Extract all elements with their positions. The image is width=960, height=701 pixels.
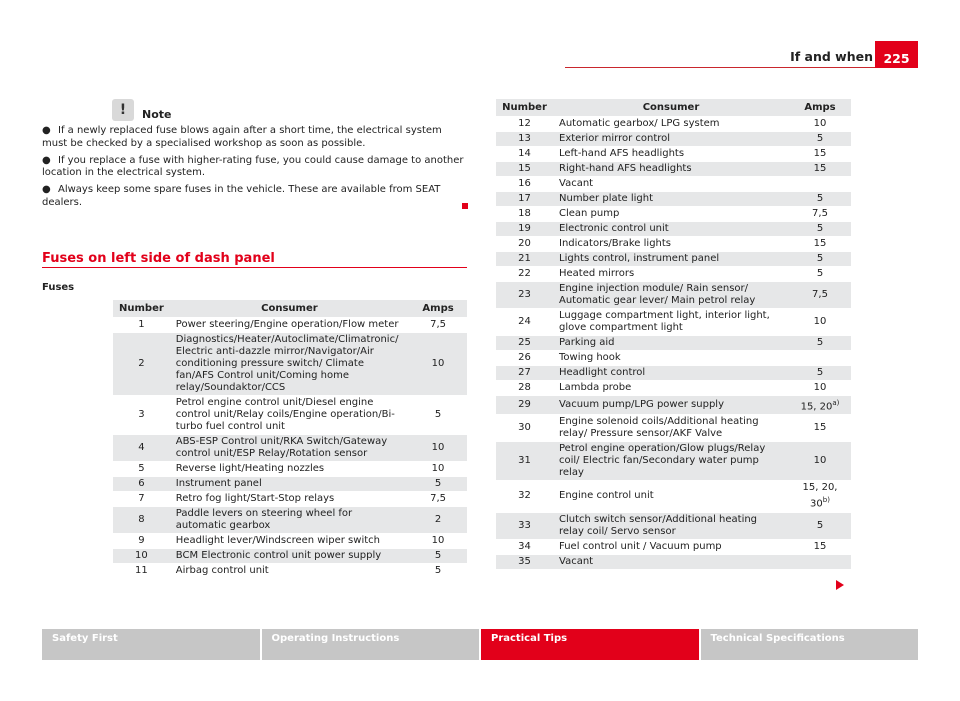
fuse-consumer: Luggage compartment light, interior light, glove compartment light: [553, 309, 789, 336]
fuse-amps: 5: [789, 512, 851, 539]
table-row: [496, 442, 851, 481]
table-row: [113, 462, 467, 477]
table-row: [113, 318, 467, 333]
table-row: [496, 554, 851, 569]
table-header-row: [113, 300, 467, 318]
table-row: [496, 512, 851, 539]
fuse-amps: 15: [789, 162, 851, 177]
table-row: [496, 267, 851, 282]
fuse-consumer: BCM Electronic control unit power supply: [170, 549, 409, 564]
fuse-amps: 10: [409, 462, 467, 477]
fuse-amps: 15: [789, 147, 851, 162]
footer-tab-safety-first[interactable]: Safety First: [42, 629, 260, 660]
fuse-number: 14: [496, 147, 553, 162]
fuse-amps: 10: [789, 309, 851, 336]
fuse-amps: [789, 554, 851, 569]
fuse-amps: 7,5: [409, 492, 467, 507]
fuse-number: 34: [496, 539, 553, 554]
fuse-amps: 7,5: [789, 207, 851, 222]
table-row: [496, 192, 851, 207]
fuse-number: 19: [496, 222, 553, 237]
fuse-number: 12: [496, 117, 553, 132]
note-icon: !: [112, 99, 134, 121]
fuse-amps: 5: [409, 549, 467, 564]
header-rule: [565, 67, 875, 68]
col-amps-header: Amps: [789, 99, 851, 117]
fuse-number: 20: [496, 237, 553, 252]
fuse-consumer: Instrument panel: [170, 477, 409, 492]
fuse-number: 35: [496, 554, 553, 569]
table-row: [496, 539, 851, 554]
fuse-amps: 5: [789, 132, 851, 147]
table-row: [496, 237, 851, 252]
fuse-table-left: [113, 300, 467, 579]
table-row: [496, 351, 851, 366]
fuse-amps: 5: [409, 396, 467, 435]
table-row: [113, 477, 467, 492]
continue-arrow-icon: [836, 580, 844, 590]
table-row: [113, 396, 467, 435]
fuse-consumer: Clean pump: [553, 207, 789, 222]
fuse-amps: 15: [789, 539, 851, 554]
fuse-number: 25: [496, 336, 553, 351]
fuse-amps: 10: [789, 117, 851, 132]
fuse-amps: 5: [789, 222, 851, 237]
table-row: [496, 147, 851, 162]
table-row: [496, 282, 851, 309]
fuse-table-right: [496, 99, 851, 570]
fuse-number: 24: [496, 309, 553, 336]
fuse-number: 2: [113, 333, 170, 396]
section-end-square-icon: [462, 203, 468, 209]
fuse-number: 9: [113, 534, 170, 549]
table-row: [496, 381, 851, 396]
fuse-amps: 5: [789, 192, 851, 207]
fuse-number: 8: [113, 507, 170, 534]
fuse-consumer: Left-hand AFS headlights: [553, 147, 789, 162]
fuse-amps: 5: [409, 477, 467, 492]
fuse-amps: 15: [789, 237, 851, 252]
table-row: [496, 366, 851, 381]
fuse-consumer: ABS-ESP Control unit/RKA Switch/Gateway control unit/ESP Relay/Rotation sensor: [170, 435, 409, 462]
fuse-number: 28: [496, 381, 553, 396]
col-consumer-header: Consumer: [553, 99, 789, 117]
table-row: [113, 564, 467, 579]
table-row: [496, 222, 851, 237]
fuse-amps: 10: [789, 442, 851, 481]
fuse-consumer: Towing hook: [553, 351, 789, 366]
fuse-amps: 10: [409, 333, 467, 396]
fuse-consumer: Right-hand AFS headlights: [553, 162, 789, 177]
fuse-amps: 7,5: [789, 282, 851, 309]
fuse-number: 3: [113, 396, 170, 435]
fuse-amps: 2: [409, 507, 467, 534]
fuse-number: 10: [113, 549, 170, 564]
fuse-consumer: Headlight control: [553, 366, 789, 381]
fuse-consumer: Power steering/Engine operation/Flow meter: [170, 318, 409, 333]
fuse-number: 7: [113, 492, 170, 507]
fuse-amps: 10: [409, 435, 467, 462]
fuse-number: 30: [496, 415, 553, 442]
section-rule: [42, 267, 467, 268]
note-title: Note: [142, 108, 172, 121]
fuse-amps: [789, 351, 851, 366]
fuse-consumer: Petrol engine operation/Glow plugs/Relay coil/ Electric fan/Secondary water pump relay: [553, 442, 789, 481]
footer-nav: [42, 629, 918, 660]
table-row: [113, 507, 467, 534]
fuse-consumer: Engine injection module/ Rain sensor/ Automatic gear lever/ Main petrol relay: [553, 282, 789, 309]
fuse-number: 11: [113, 564, 170, 579]
table-row: [113, 435, 467, 462]
table-row: [496, 207, 851, 222]
footnote-ref: b): [822, 496, 830, 505]
note-item: ● If you replace a fuse with higher-rating fuse, you could cause damage to another location in the electrical system.: [42, 154, 464, 178]
fuse-amps: 5: [409, 564, 467, 579]
fuse-number: 15: [496, 162, 553, 177]
fuse-amps: 5: [789, 336, 851, 351]
fuse-consumer: Retro fog light/Start-Stop relays: [170, 492, 409, 507]
table-row: [496, 415, 851, 442]
fuse-number: 29: [496, 396, 553, 415]
col-number-header: Number: [496, 99, 553, 117]
fuse-number: 27: [496, 366, 553, 381]
fuse-consumer: Paddle levers on steering wheel for automatic gearbox: [170, 507, 409, 534]
table-row: [496, 396, 851, 415]
fuse-consumer: Automatic gearbox/ LPG system: [553, 117, 789, 132]
col-amps-header: Amps: [409, 300, 467, 318]
fuse-consumer: Reverse light/Heating nozzles: [170, 462, 409, 477]
fuse-consumer: Fuel control unit / Vacuum pump: [553, 539, 789, 554]
fuse-consumer: Petrol engine control unit/Diesel engine control unit/Relay coils/Engine operation/Bi-turbo fuel control unit: [170, 396, 409, 435]
table-row: [496, 481, 851, 512]
fuse-number: 16: [496, 177, 553, 192]
table-row: [496, 132, 851, 147]
fuse-consumer: Engine solenoid coils/Additional heating relay/ Pressure sensor/AKF Valve: [553, 415, 789, 442]
fuse-amps: 10: [409, 534, 467, 549]
note-item: ● If a newly replaced fuse blows again after a short time, the electrical system must be checked by a specialised workshop as soon as possible.: [42, 125, 442, 149]
fuse-consumer: Lights control, instrument panel: [553, 252, 789, 267]
table-row: [113, 333, 467, 396]
fuse-consumer: Airbag control unit: [170, 564, 409, 579]
fuse-number: 21: [496, 252, 553, 267]
col-number-header: Number: [113, 300, 170, 318]
fuse-consumer: Headlight lever/Windscreen wiper switch: [170, 534, 409, 549]
note-list: [42, 125, 470, 214]
col-consumer-header: Consumer: [170, 300, 409, 318]
header-title: If and when: [790, 49, 873, 64]
fuse-consumer: Vacuum pump/LPG power supply: [553, 396, 789, 415]
fuse-consumer: Diagnostics/Heater/Autoclimate/Climatronic/ Electric anti-dazzle mirror/Navigator/Air conditioning pressure switch/ Climate fan/AFS Control unit/Coming home relay/Soundaktor/CCS: [170, 333, 409, 396]
table-row: [496, 336, 851, 351]
table-row: [113, 549, 467, 564]
table-row: [496, 177, 851, 192]
fuse-consumer: Number plate light: [553, 192, 789, 207]
fuse-number: 23: [496, 282, 553, 309]
fuse-number: 5: [113, 462, 170, 477]
table-row: [496, 309, 851, 336]
fuse-consumer: Parking aid: [553, 336, 789, 351]
footnote-ref: a): [832, 399, 840, 407]
table-row: [113, 534, 467, 549]
fuse-consumer: Clutch switch sensor/Additional heating relay coil/ Servo sensor: [553, 512, 789, 539]
fuse-number: 32: [496, 481, 553, 512]
fuse-consumer: Vacant: [553, 177, 789, 192]
fuse-consumer: Vacant: [553, 554, 789, 569]
fuse-number: 33: [496, 512, 553, 539]
table-row: [496, 162, 851, 177]
page-number: 225: [875, 41, 918, 68]
fuse-consumer: Heated mirrors: [553, 267, 789, 282]
table-header-row: [496, 99, 851, 117]
fuse-consumer: Exterior mirror control: [553, 132, 789, 147]
fuse-amps: 5: [789, 366, 851, 381]
fuses-label: Fuses: [42, 282, 75, 293]
table-row: [113, 492, 467, 507]
fuse-consumer: Engine control unit: [553, 481, 789, 512]
fuse-consumer: Electronic control unit: [553, 222, 789, 237]
footer-tab-operating-instructions[interactable]: Operating Instructions: [262, 629, 480, 660]
fuse-number: 13: [496, 132, 553, 147]
fuse-consumer: Lambda probe: [553, 381, 789, 396]
fuse-amps: 7,5: [409, 318, 467, 333]
fuse-consumer: Indicators/Brake lights: [553, 237, 789, 252]
fuse-number: 18: [496, 207, 553, 222]
fuse-amps: 15, 20, 30$^{b)}$: [789, 481, 851, 512]
fuse-amps: 5: [789, 252, 851, 267]
fuse-number: 31: [496, 442, 553, 481]
table-row: [496, 252, 851, 267]
fuse-number: 22: [496, 267, 553, 282]
footer-tab-practical-tips[interactable]: Practical Tips: [481, 629, 699, 660]
fuse-number: 1: [113, 318, 170, 333]
fuse-number: 17: [496, 192, 553, 207]
table-row: [496, 117, 851, 132]
fuse-number: 26: [496, 351, 553, 366]
fuse-amps: 10: [789, 381, 851, 396]
fuse-amps: [789, 177, 851, 192]
note-item: ● Always keep some spare fuses in the vehicle. These are available from SEAT dealers.: [42, 184, 441, 208]
fuse-number: 6: [113, 477, 170, 492]
fuse-amps: 15: [789, 415, 851, 442]
section-title: Fuses on left side of dash panel: [42, 251, 275, 266]
footer-tab-technical-specifications[interactable]: Technical Specifications: [701, 629, 919, 660]
fuse-amps: 5: [789, 267, 851, 282]
fuse-amps: 15, 20$^{a)}$: [789, 396, 851, 415]
fuse-number: 4: [113, 435, 170, 462]
